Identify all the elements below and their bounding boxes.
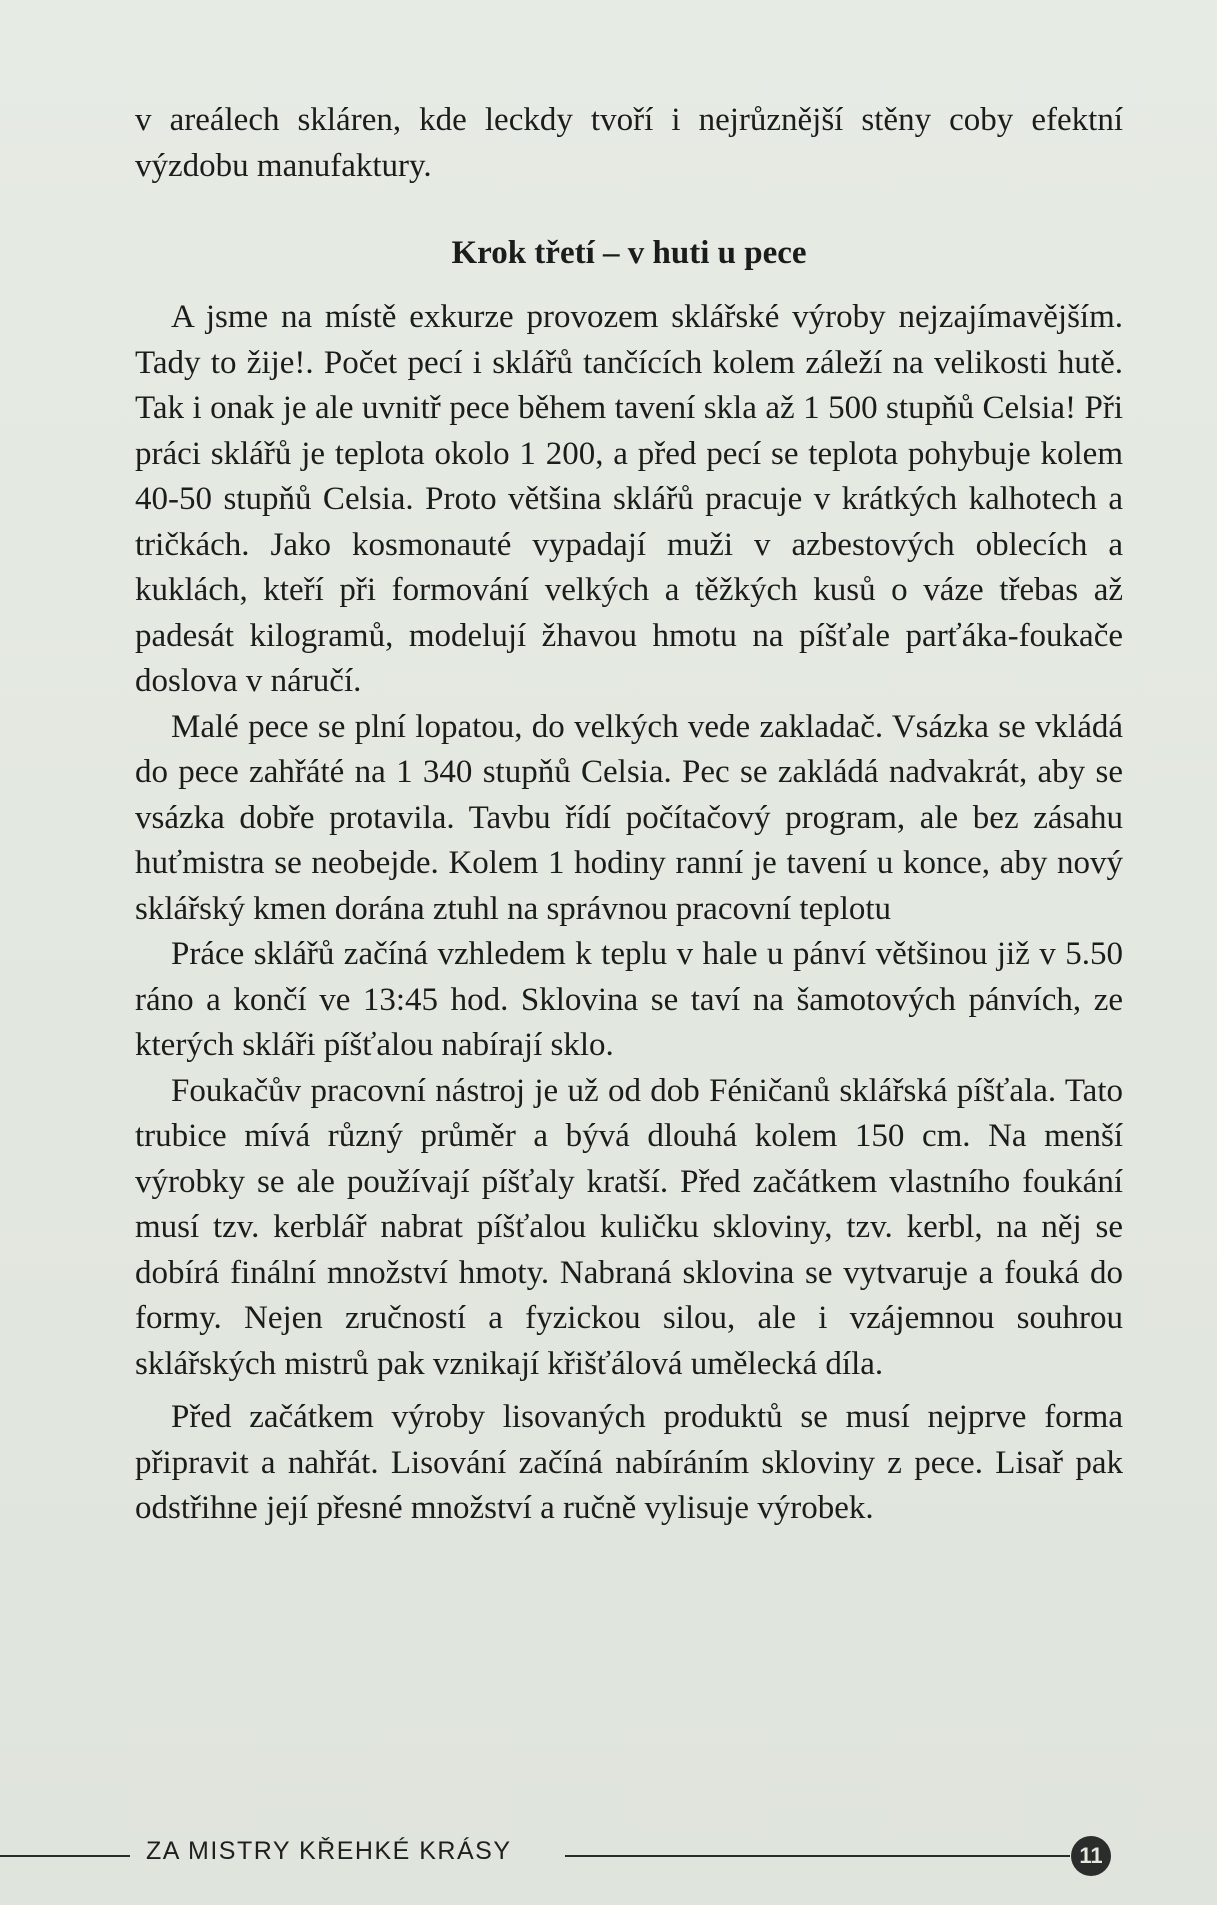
running-footer-title: ZA MISTRY KŘEHKÉ KRÁSY xyxy=(146,1837,512,1865)
page-number-badge: 11 xyxy=(1071,1836,1111,1876)
paragraph: Před začátkem výroby lisovaných produktů se musí nejprve forma připravit a nahřát. Lisování začíná nabíráním skloviny z pece. Lisař pak odstřihne její přesné množství a ručně vylisuje výrobek. xyxy=(135,1399,1123,1526)
footer-rule-right xyxy=(565,1855,1070,1857)
paragraph: A jsme na místě exkurze provozem sklářské výroby nejzajímavějším. Tady to žije!. Počet pecí i sklářů tančících kolem záleží na velikosti hutě. Tak i onak je ale uvnitř pece během tavení skla až 1 500 stupňů Celsia! Při práci sklářů je teplota okolo 1 200, a před pecí se teplota pohybuje kolem 40-50 stupňů Celsia. Proto většina sklářů pracuje v krátkých kalhotech a tričkách. Jako kosmonauté vypadají muži v azbestových oblecích a kuklách, kteří při formování velkých a těžkých kusů o váze třebas až padesát kilogramů, modelují žhavou hmotu na píšťale parťáka-foukače doslova v náručí. xyxy=(135,299,1123,699)
page-footer xyxy=(0,1836,1217,1876)
paragraph: Foukačův pracovní nástroj je už od dob Féničanů sklářská píšťala. Tato trubice mívá různý průměr a bývá dlouhá kolem 150 cm. Na menší výrobky se ale používají píšťaly kratší. Před začátkem vlastního foukání musí tzv. kerblář nabrat píšťalou kuličku skloviny, tzv. kerbl, na něj se dobírá finální množství hmoty. Nabraná sklovina se vytvaruje a fouká do formy. Nejen zručností a fyzickou silou, ale i vzájemnou souhrou sklářských mistrů pak vznikají křišťálová umělecká díla. xyxy=(135,1072,1123,1382)
section-heading: Krok třetí – v huti u pece xyxy=(451,235,807,271)
footer-rule-left xyxy=(0,1855,130,1857)
paragraph: Práce sklářů začíná vzhledem k teplu v hale u pánví většinou již v 5.50 ráno a končí ve 13:45 hod. Sklovina se taví na šamotových pánvích, ze kterých skláři píšťalou nabírají sklo. xyxy=(135,936,1123,1063)
paragraph-continuation: v areálech skláren, kde leckdy tvoří i nejrůznější stěny coby efektní výzdobu manufaktury. xyxy=(135,102,1123,184)
paragraph: Malé pece se plní lopatou, do velkých vede zakladač. Vsázka se vkládá do pece zahřáté na 1 340 stupňů Celsia. Pec se zakládá nadvakrát, aby se vsázka dobře protavila. Tavbu řídí počítačový program, ale bez zásahu huťmistra se neobejde. Kolem 1 hodiny ranní je tavení u konce, aby nový sklářský kmen dorána ztuhl na správnou pracovní teplotu xyxy=(135,708,1123,927)
body-text xyxy=(135,98,1123,1532)
